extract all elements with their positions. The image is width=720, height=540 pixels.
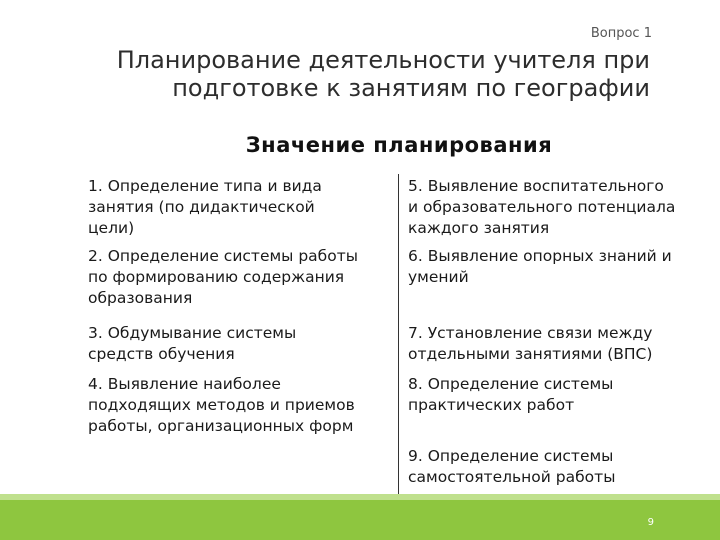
right-item-9: 9. Определение системы самостоятельной работы <box>408 447 616 486</box>
question-label: Вопрос 1 <box>590 26 652 41</box>
slide-title-line-2: подготовке к занятиям по географии <box>172 74 650 102</box>
slide-title-line-1: Планирование деятельности учителя при <box>116 46 650 74</box>
left-item-4: 4. Выявление наиболее подходящих методов и приемов работы, организационных форм <box>88 375 355 435</box>
bottom-accent-bar <box>0 500 720 540</box>
right-item-8: 8. Определение системы практических работ <box>408 375 614 414</box>
slide-title <box>90 46 650 102</box>
left-item-3: 3. Обдумывание системы средств обучения <box>88 324 297 363</box>
column-divider <box>398 174 399 512</box>
right-item-5: 5. Выявление воспитательного и образовательного потенциала каждого занятия <box>408 177 676 237</box>
left-item-1: 1. Определение типа и вида занятия (по дидактической цели) <box>88 177 322 237</box>
left-item-2: 2. Определение системы работы по формированию содержания образования <box>88 247 358 307</box>
right-item-6: 6. Выявление опорных знаний и умений <box>408 247 672 286</box>
section-heading: Значение планирования <box>245 133 553 157</box>
page-number: 9 <box>647 517 654 528</box>
right-item-7: 7. Установление связи между отдельными занятиями (ВПС) <box>408 324 653 363</box>
